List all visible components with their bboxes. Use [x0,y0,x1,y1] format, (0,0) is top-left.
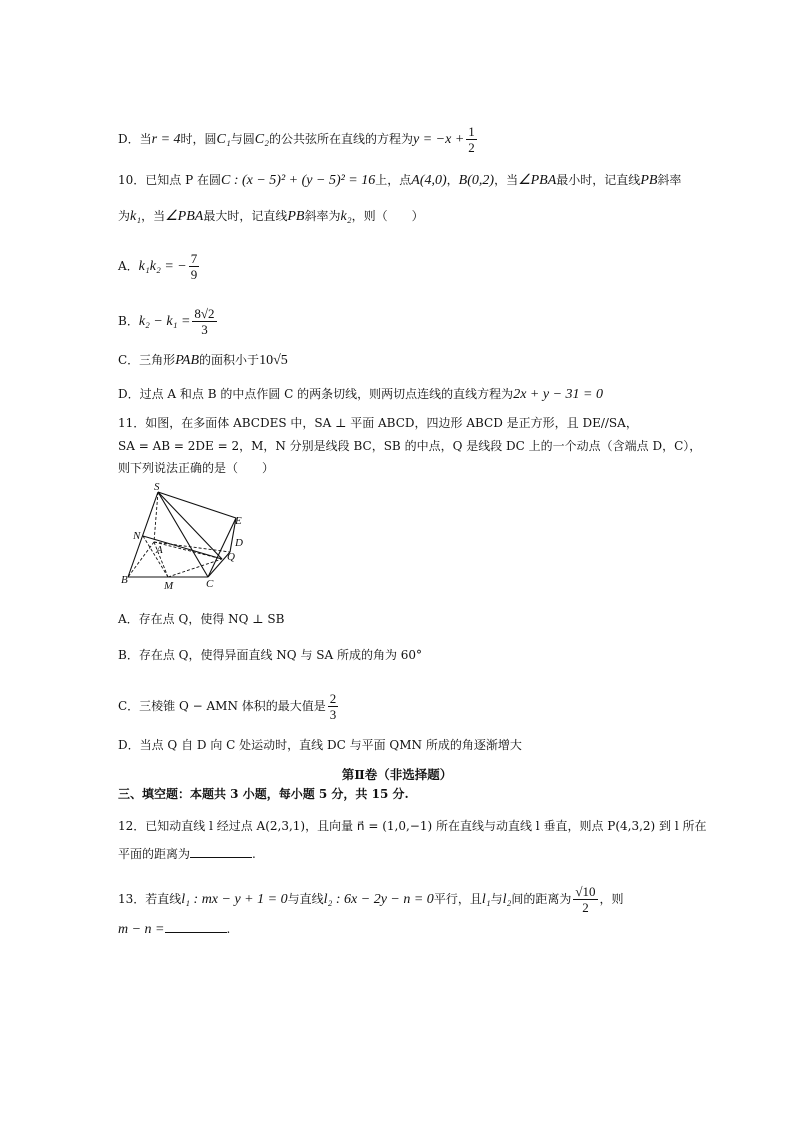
q9-d-mid: 时，圆 [180,132,217,146]
q10-b-fraction [192,306,216,337]
polyhedron-figure [118,480,258,595]
q11-c-num: 2 [329,691,337,706]
q13-num: √10 [575,884,596,899]
q13-line2 [118,920,230,938]
q9-d-den: 2 [468,140,475,155]
q10-pb: PB [640,173,658,188]
part-title: 第Ⅱ卷（非选择题） [341,767,453,782]
q12-line1: 12．已知动直线 l 经过点 A(2,3,1)，且向量 n⃗ = (1,0,−1) 所在直线与动直线 l 垂直，则点 P(4,3,2) 到 l 所在 [118,819,707,833]
q11-option-b: B．存在点 Q，使得异面直线 NQ 与 SA 所成的角为 60° [118,648,423,662]
q13-line1 [118,884,624,915]
edge-ab-hidden [128,542,154,577]
q11-option-d: D．当点 Q 自 D 向 C 处运动时，直线 DC 与平面 QMN 所成的角逐渐增大 [118,738,522,752]
q10-point-b: B(0,2) [458,173,495,188]
q10-l1-a: 10．已知点 P 在圆 [118,173,221,187]
q10-point-a: A(4,0) [411,173,447,188]
edge-mq-hidden [168,559,222,577]
q10-circle-eq: C : (x − 5)² + (y − 5)² = 16 [220,173,376,188]
fig-label-a: A [156,544,163,556]
q10-l1-e: 斜率 [657,173,682,187]
q10-option-d [118,386,603,403]
q9-option-d [118,124,479,155]
q11-c-fraction [328,691,339,722]
q9-d-mid3: 的公共弦所在直线的方程为 [269,132,414,146]
q9-d-c2: C₂ [254,132,269,147]
q12-l2-b: . [252,847,256,861]
q10-l1-c: ，当 [494,173,519,187]
q9-d-num: 1 [468,124,475,139]
q9-d-mid2: 与圆 [230,132,255,146]
q10-k2: k₂ [340,209,352,224]
fig-label-s: S [154,481,160,493]
q13-l1-a: 13．若直线 [118,892,182,906]
q13-l2-b: . [226,922,231,936]
q10-option-c [118,352,288,369]
fig-label-m: M [164,580,174,592]
q10-l2-c: 最大时，记直线 [203,209,288,223]
q11-c-text: C．三棱锥 Q − AMN 体积的最大值是 [118,699,326,713]
q11-option-c [118,691,340,722]
q13-l1-f: ，则 [599,892,624,906]
q11-c-den: 3 [329,707,337,722]
q11-line3: 则下列说法正确的是（ ） [118,461,275,475]
q10-option-b [118,306,219,337]
fig-label-b: B [121,574,128,586]
q10-l1-d: 最小时，记直线 [556,173,641,187]
q9-d-fraction [466,124,477,155]
q13-fraction [573,884,597,915]
q10-b-label: B． [118,314,139,328]
q10-l2-b: ，当 [141,209,166,223]
fig-label-e: E [235,515,242,527]
q10-b-expr: k₂ − k₁ = [138,314,191,329]
q10-l1-b: 上，点 [375,173,412,187]
q10-option-a [118,251,201,282]
q13-l1-b: 与直线 [287,892,324,906]
q10-line2 [118,208,424,225]
fig-label-q: Q [227,551,235,563]
q10-b-den: 3 [201,322,208,337]
edge-sc [158,492,208,577]
q12-l2-a: 平面的距离为 [118,847,191,861]
q10-angle-2: ∠PBA [165,209,204,224]
q11-option-a: A．存在点 Q，使得 NQ ⊥ SB [118,612,285,626]
q11-line2: SA = AB = 2DE = 2，M，N 分别是线段 BC，SB 的中点，Q 是线段 DC 上的一个动点（含端点 D，C）， [118,439,702,453]
q10-a-den: 9 [190,267,198,282]
q9-d-eq: y = −x + [413,132,465,147]
q10-a-fraction [189,251,200,282]
q9-d-c1: C₁ [216,132,231,147]
q11-line1: 11．如图，在多面体 ABCDES 中，SA ⊥ 平面 ABCD，四边形 ABCD 是正方形，且 DE//SA， [118,416,638,430]
q10-d-eq: 2x + y − 31 = 0 [513,387,603,402]
q9-d-prefix: D．当 [118,132,152,146]
q13-den: 2 [582,900,589,915]
q10-a-num: 7 [190,251,198,266]
q10-l2-e: ，则（ ） [351,209,424,223]
q13-line-l1: l₁ : mx − y + 1 = 0 [181,892,288,907]
q12-line2 [118,845,256,862]
q10-c-text: 的面积小于 [199,353,260,367]
q10-angle: ∠PBA [518,173,557,188]
q10-a-label: A． [118,259,139,273]
q10-c-pab: PAB [175,353,200,368]
q13-l1-ref: l₁ [481,892,491,907]
q12-answer-blank [190,845,252,858]
q10-pb-2: PB [287,209,305,224]
q13-line-l2: l₂ : 6x − 2y − n = 0 [323,892,434,907]
q13-answer-blank [165,920,227,933]
q10-l1-sep: ， [446,173,459,187]
section-heading: 三、填空题：本题共 3 小题，每小题 5 分，共 15 分. [118,787,409,801]
edge-sa-hidden [154,492,158,542]
q9-d-cond: r = 4 [151,132,181,147]
q13-l2-a: m − n = [118,922,165,937]
q10-l2-a: 为 [118,209,131,223]
q10-a-expr: k₁k₂ = − [138,259,187,274]
q13-l2-ref: l₂ [502,892,512,907]
q10-c-value: 10√5 [259,353,288,368]
q13-l1-e: 间的距离为 [511,892,572,906]
q10-c-label: C．三角形 [118,353,176,367]
edge-sq [158,492,222,559]
q10-line1 [118,172,681,189]
q10-l2-d: 斜率为 [304,209,341,223]
q10-k1: k₁ [130,209,142,224]
edge-ec [208,518,236,577]
q10-b-num: 8√2 [194,306,215,321]
q13-l1-d: 与 [490,892,503,906]
q10-d-text: D．过点 A 和点 B 的中点作圆 C 的两条切线，则两切点连线的直线方程为 [118,387,514,401]
fig-label-c: C [206,578,214,590]
fig-label-n: N [133,530,141,542]
q13-l1-c: 平行，且 [433,892,482,906]
fig-label-d: D [235,537,243,549]
